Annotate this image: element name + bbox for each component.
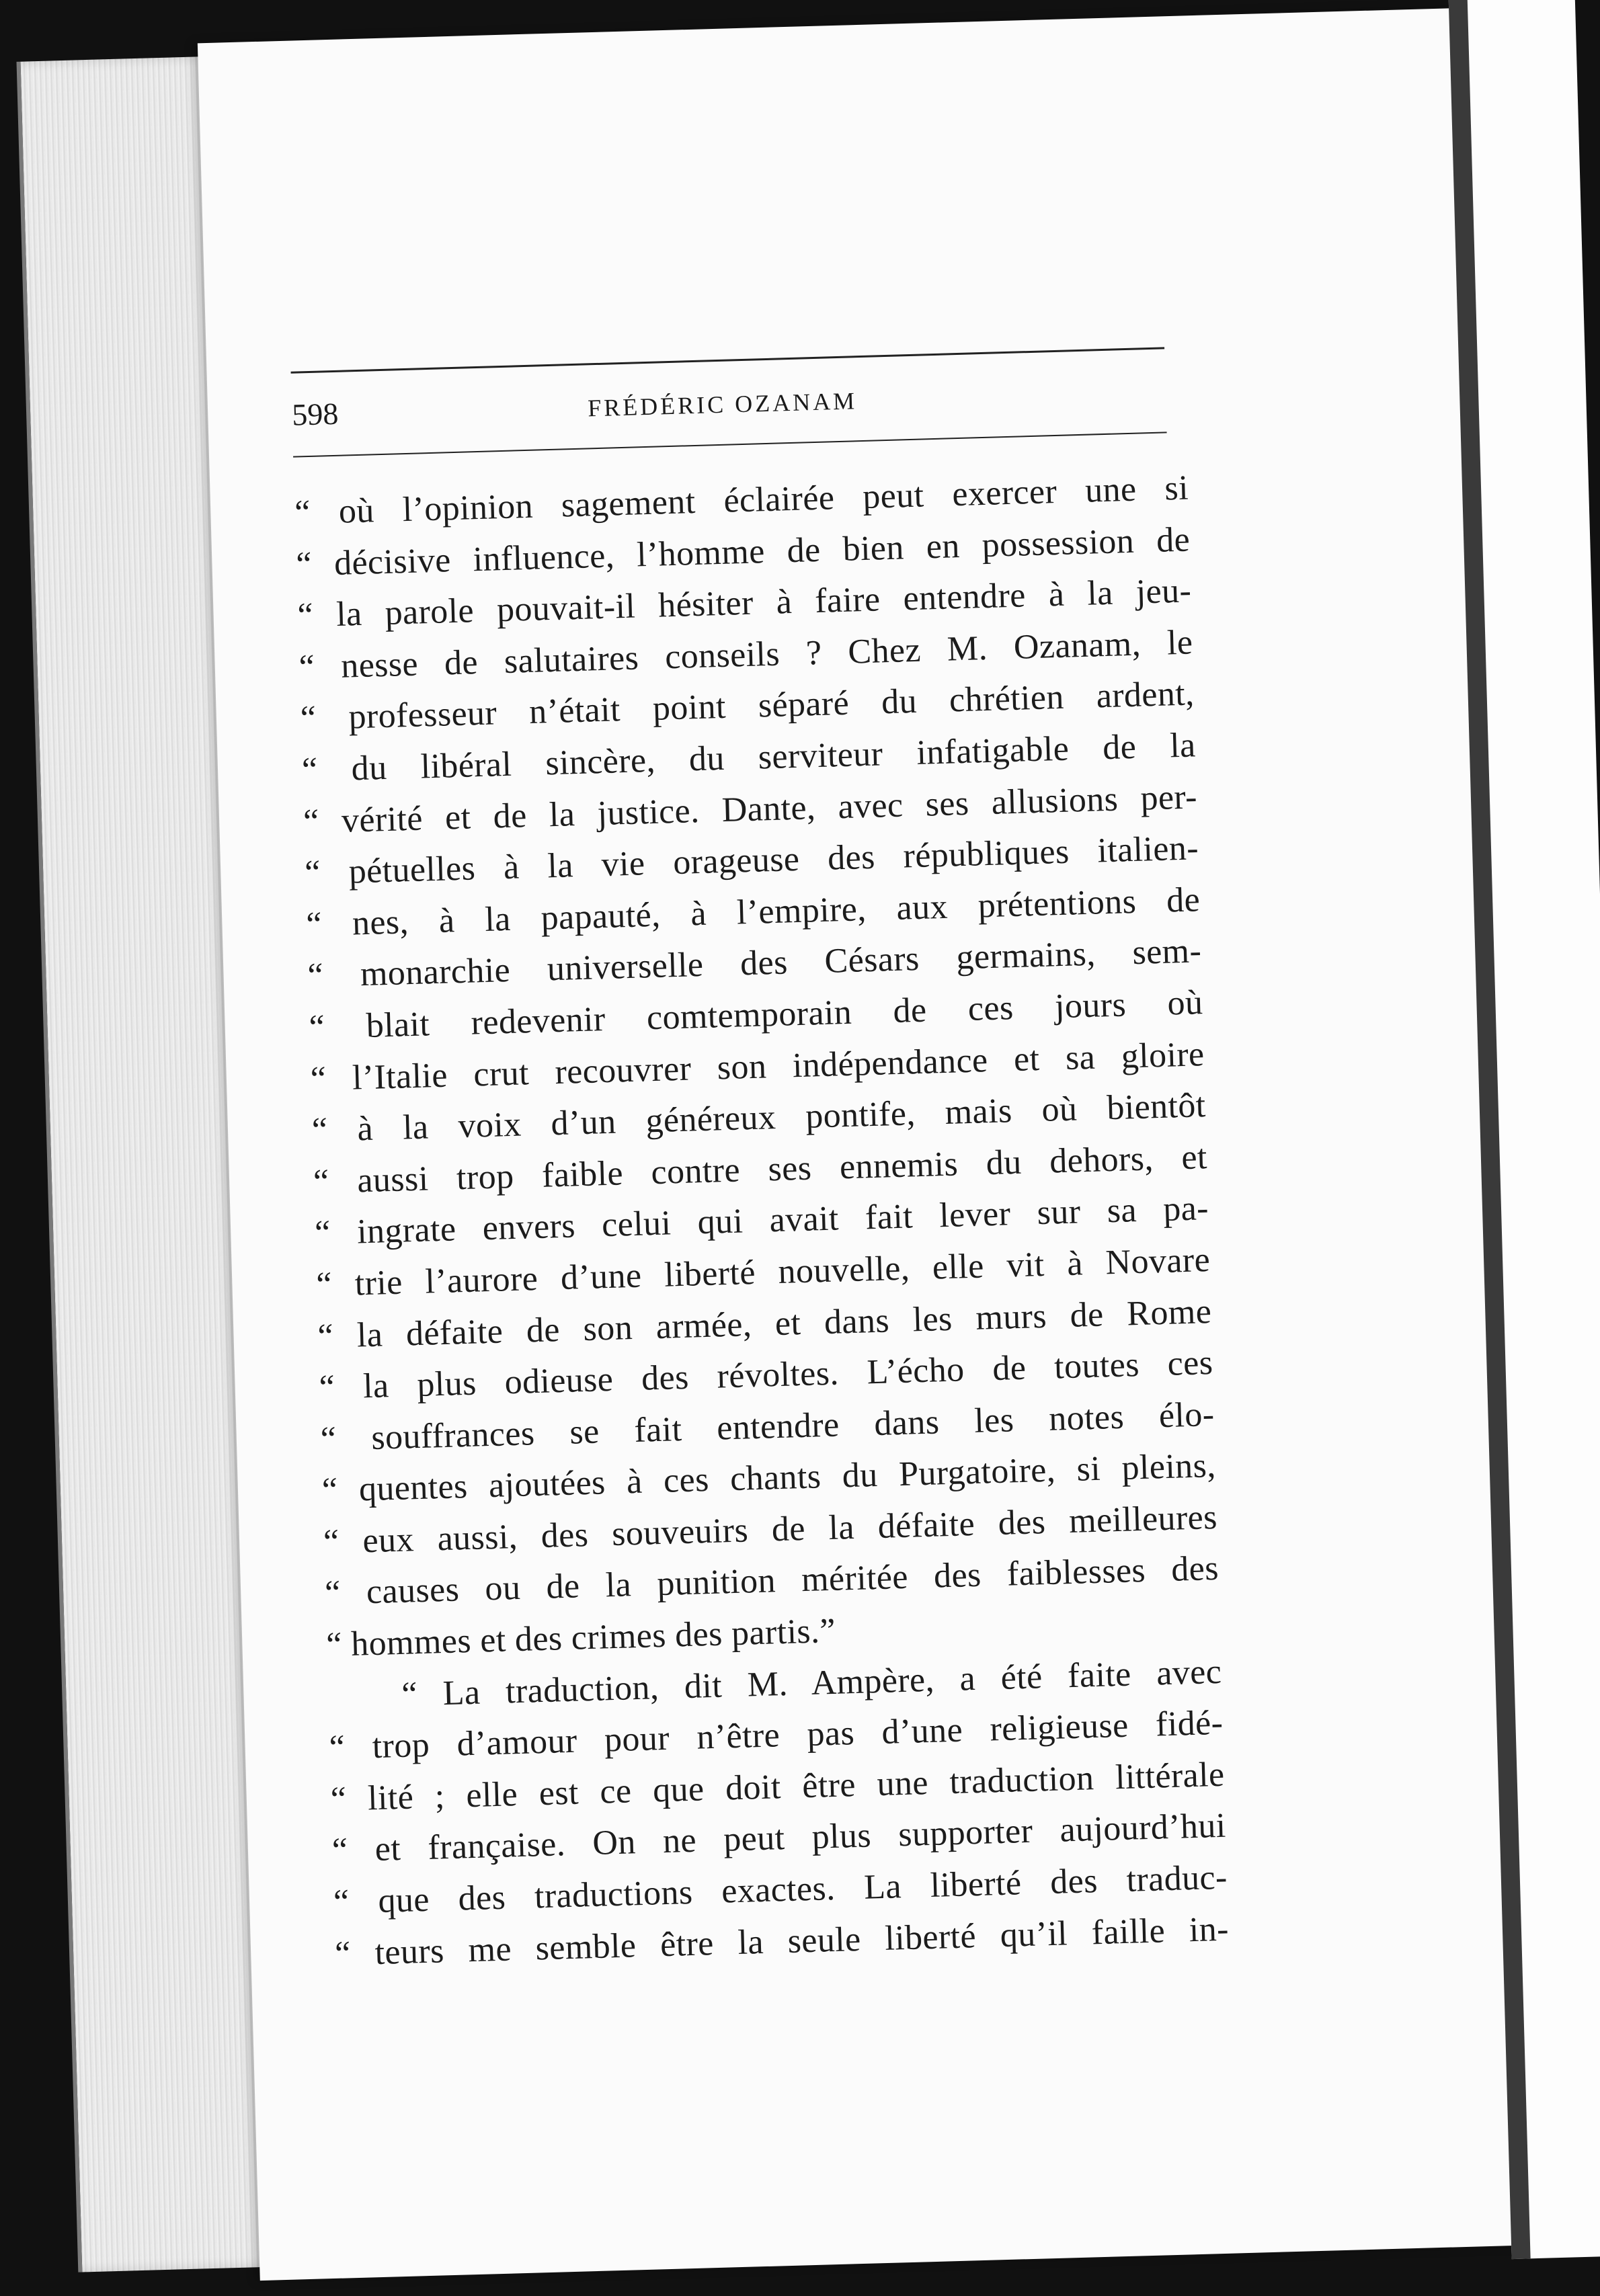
text-line: “ teurs me semble être la seule liberté qu’il faille in- xyxy=(334,1910,1230,1973)
text-line: “ vérité et de la justice. Dante, avec ses allusions per- xyxy=(303,777,1198,841)
text-line: “ décisive influence, l’homme de bien en possession de xyxy=(295,520,1191,584)
page-number: 598 xyxy=(291,396,339,432)
text-line: “ monarchie universelle des Césars germains, sem- xyxy=(307,932,1202,995)
facing-page-edge xyxy=(1448,0,1600,2259)
text-line: “ du libéral sincère, du serviteur infatigable de la xyxy=(301,726,1197,790)
text-line: “ professeur n’était point séparé du chrétien ardent, xyxy=(300,674,1195,738)
text-line: “ souffrances se fait entendre dans les notes élo- xyxy=(320,1395,1215,1459)
text-line: “ que des traductions exactes. La liberté des traduc- xyxy=(333,1858,1228,1922)
text-line: “ quentes ajoutées à ces chants du Purgatoire, si pleins, xyxy=(321,1446,1217,1510)
text-line: “ blait redevenir comtemporain de ces jours où xyxy=(308,983,1204,1047)
text-line: “ l’Italie crut recouvrer son indépendance et sa gloire xyxy=(310,1034,1205,1098)
text-line: “ la plus odieuse des révoltes. L’écho de toutes ces xyxy=(318,1344,1214,1407)
body-text xyxy=(294,462,1230,1979)
text-line: “ la parole pouvait-il hésiter à faire entendre à la jeu- xyxy=(296,571,1192,635)
text-line: “ causes ou de la punition méritée des faiblesses des xyxy=(324,1549,1219,1613)
text-line: “ nesse de salutaires conseils ? Chez M. Ozanam, le xyxy=(298,623,1194,687)
open-book xyxy=(16,6,1584,2285)
text-line: “ à la voix d’un généreux pontife, mais où bientôt xyxy=(311,1086,1207,1150)
text-line: “ trie l’aurore d’une liberté nouvelle, elle vit à Novare xyxy=(315,1240,1211,1305)
running-head: FRÉDÉRIC OZANAM xyxy=(587,387,858,422)
text-line: “ la défaite de son armée, et dans les murs de Rome xyxy=(317,1292,1212,1356)
text-line: “ nes, à la papauté, à l’empire, aux prétentions de xyxy=(305,880,1201,944)
text-line: “ ingrate envers celui qui avait fait lever sur sa pa- xyxy=(314,1189,1209,1253)
text-line: “ où l’opinion sagement éclairée peut exercer une si xyxy=(294,468,1189,532)
text-line: “ hommes et des crimes des partis.” xyxy=(325,1611,836,1665)
text-line: “ aussi trop faible contre ses ennemis du dehors, et xyxy=(313,1137,1208,1201)
text-line: “ trop d’amour pour n’être pas d’une religieuse fidé- xyxy=(328,1704,1224,1768)
page-header xyxy=(290,332,1167,470)
text-line: “ pétuelles à la vie orageuse des républiques italien- xyxy=(304,829,1199,893)
text-line: “ lité ; elle est ce que doit être une traduction littérale xyxy=(330,1755,1226,1819)
text-line: “ La traduction, dit M. Ampère, a été faite avec xyxy=(401,1652,1222,1714)
text-line: “ et française. On ne peut plus supporter aujourd’hui xyxy=(331,1807,1227,1871)
text-line: “ eux aussi, des souveuirs de la défaite des meilleures xyxy=(323,1498,1218,1561)
